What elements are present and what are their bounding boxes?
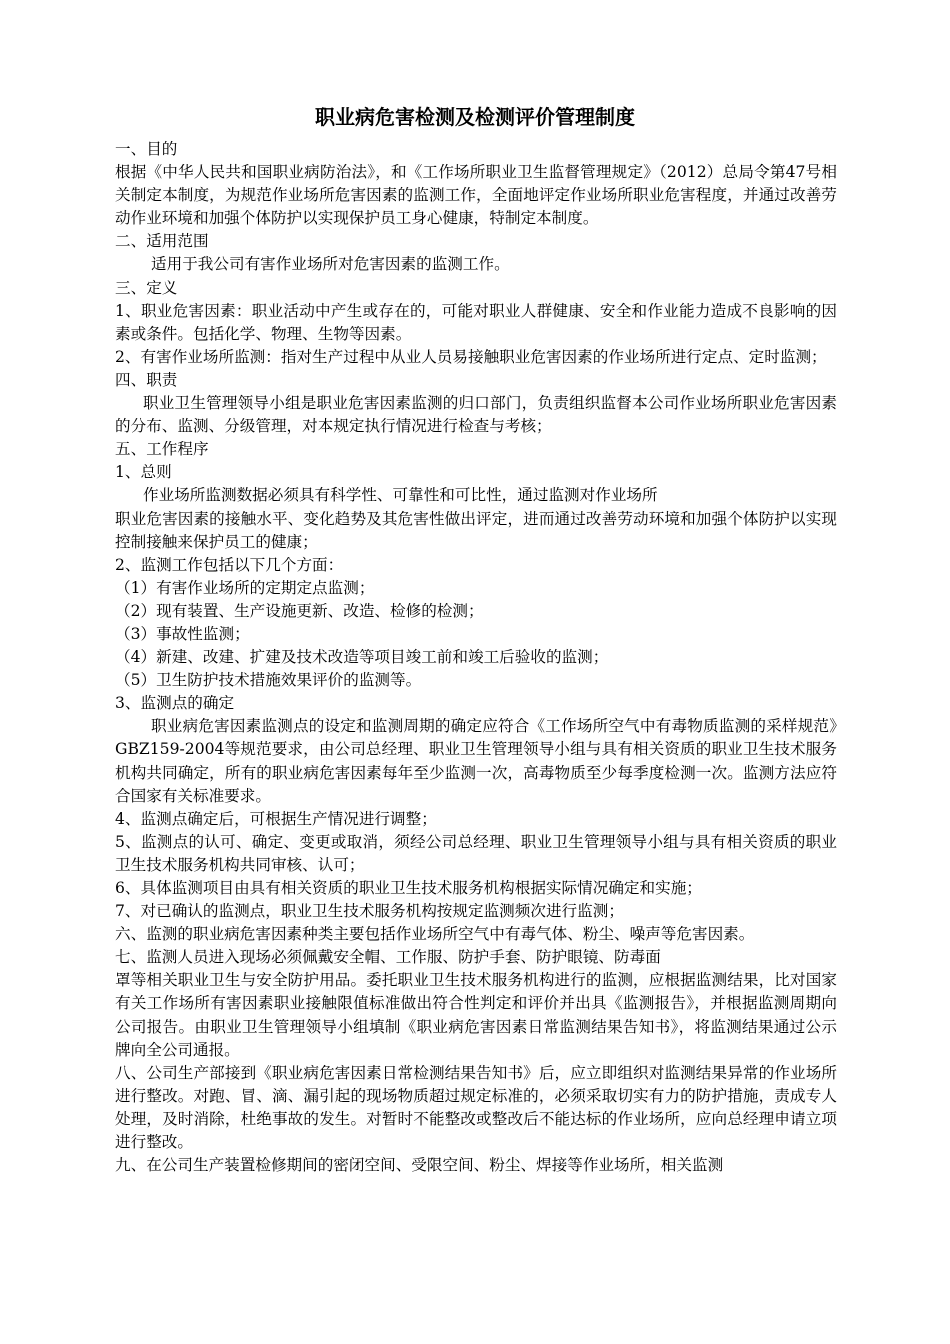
paragraph: 罩等相关职业卫生与安全防护用品。委托职业卫生技术服务机构进行的监测，应根据监测结果，比对国家有关工作场所有害因素职业接触限值标准做出符合性判定和评价并出具《监测报告》，并根据监测周期向公司报告。由职业卫生管理领导小组填制《职业病危害因素日常监测结果告知书》，将监测结果通过公示牌向全公司通报。 (115, 971, 837, 1059)
paragraph: 5、监测点的认可、确定、变更或取消，须经公司总经理、职业卫生管理领导小组与具有相关资质的职业卫生技术服务机构共同审核、认可； (115, 832, 837, 874)
paragraph: 1、职业危害因素：职业活动中产生或存在的，可能对职业人群健康、安全和作业能力造成不良影响的因素或条件。包括化学、物理、生物等因素。 (115, 301, 837, 343)
paragraph: 八、公司生产部接到《职业病危害因素日常检测结果告知书》后，应立即组织对监测结果异常的作业场所进行整改。对跑、冒、滴、漏引起的现场物质超过规定标准的，必须采取切实有力的防护措施，责成专人处理，及时消除，杜绝事故的发生。对暂时不能整改或整改后不能达标的作业场所，应向总经理申请立项进行整改。 (115, 1063, 837, 1152)
paragraph: 三、定义 (115, 278, 178, 297)
paragraph: 五、工作程序 (115, 440, 209, 459)
paragraph: 适用于我公司有害作业场所对危害因素的监测工作。 (151, 255, 510, 274)
paragraph: 2、有害作业场所监测：指对生产过程中从业人员易接触职业危害因素的作业场所进行定点、定时监测； (115, 347, 827, 366)
paragraph: （5）卫生防护技术措施效果评价的监测等。 (115, 671, 422, 690)
paragraph: 七、监测人员进入现场必须佩戴安全帽、工作服、防护手套、防护眼镜、防毒面 (115, 948, 661, 967)
paragraph: 3、监测点的确定 (115, 694, 235, 713)
paragraph: （3）事故性监测； (115, 624, 250, 643)
paragraph: 职业病危害因素监测点的设定和监测周期的确定应符合《工作场所空气中有毒物质监测的采样规范》GBZ159-2004等规范要求，由公司总经理、职业卫生管理领导小组与具有相关资质的职业卫生技术服务机构共同确定，所有的职业病危害因素每年至少监测一次，高毒物质至少每季度检测一次。监测方法应符合国家有关标准要求。 (115, 717, 837, 805)
paragraph: 六、监测的职业病危害因素种类主要包括作业场所空气中有毒气体、粉尘、噪声等危害因素。 (115, 925, 755, 944)
paragraph: （2）现有装置、生产设施更新、改造、检修的检测； (115, 601, 484, 620)
document-title: 职业病危害检测及检测评价管理制度 (315, 105, 635, 129)
paragraph: 1、总则 (115, 463, 172, 482)
paragraph: （1）有害作业场所的定期定点监测； (115, 578, 375, 597)
paragraph: 职业卫生管理领导小组是职业危害因素监测的归口部门，负责组织监督本公司作业场所职业危害因素的分布、监测、分级管理，对本规定执行情况进行检查与考核； (115, 394, 837, 436)
paragraph: 二、适用范围 (115, 232, 209, 251)
paragraph: 职业危害因素的接触水平、变化趋势及其危害性做出评定，进而通过改善劳动环境和加强个体防护以实现控制接触来保护员工的健康； (115, 509, 837, 551)
paragraph: 6、具体监测项目由具有相关资质的职业卫生技术服务机构根据实际情况确定和实施； (115, 879, 702, 897)
paragraph: 4、监测点确定后，可根据生产情况进行调整； (115, 809, 437, 828)
paragraph: （4）新建、改建、扩建及技术改造等项目竣工前和竣工后验收的监测； (115, 648, 609, 667)
paragraph: 作业场所监测数据必须具有科学性、可靠性和可比性，通过监测对作业场所 (143, 486, 658, 505)
paragraph: 一、目的 (115, 140, 178, 158)
document-body (115, 138, 837, 1177)
paragraph: 九、在公司生产装置检修期间的密闭空间、受限空间、粉尘、焊接等作业场所，相关监测 (115, 1156, 724, 1175)
paragraph: 四、职责 (115, 370, 178, 389)
paragraph: 7、对已确认的监测点，职业卫生技术服务机构按规定监测频次进行监测； (115, 902, 624, 921)
paragraph: 2、监测工作包括以下几个方面： (115, 555, 344, 574)
paragraph: 根据《中华人民共和国职业病防治法》，和《工作场所职业卫生监督管理规定》（2012）总局令第47号相关制定本制度，为规范作业场所危害因素的监测工作，全面地评定作业场所职业危害程度，并通过改善劳动作业环境和加强个体防护以实现保护员工身心健康，特制定本制度。 (115, 163, 837, 228)
